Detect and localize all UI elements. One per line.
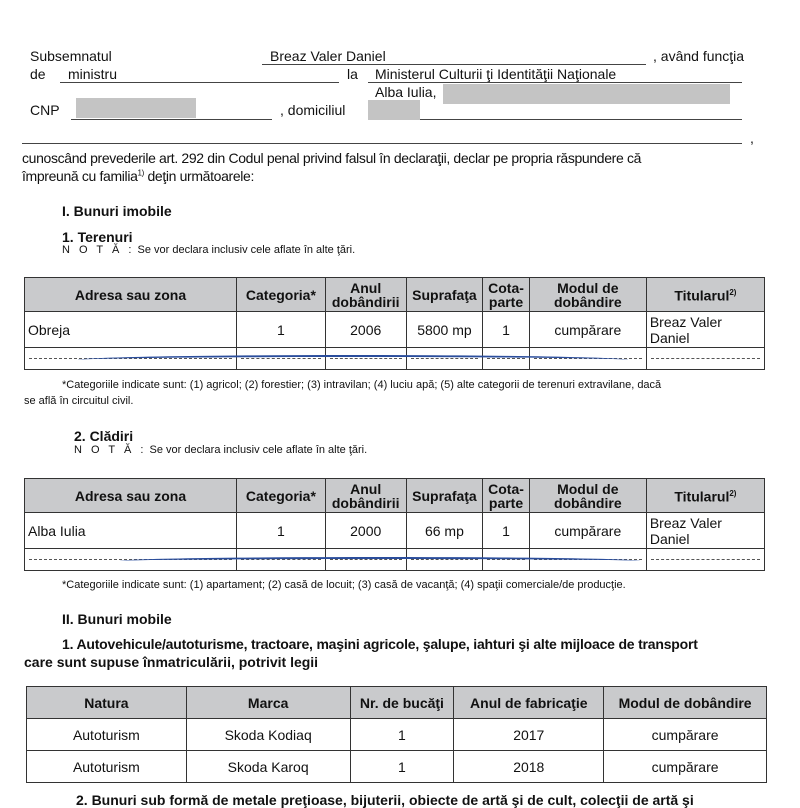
terenuri-footnote-1: *Categoriile indicate sunt: (1) agricol; (2) forestier; (3) intravilan; (4) luciu apă; (5) alte categorii de terenuri extravilane, dacă [62, 379, 662, 391]
col-suprafata: Suprafaţa [406, 479, 483, 513]
cell-anul-fabricatie: 2017 [454, 719, 604, 751]
cell-cota: 1 [483, 312, 529, 348]
col-titular [646, 278, 764, 312]
subsemnatul-label: Subsemnatul [30, 48, 112, 64]
address-continuation-line [22, 143, 742, 144]
table-header-row [25, 479, 765, 513]
cell-adresa: Alba Iulia [25, 513, 237, 549]
terenuri-title: 1. Terenuri [62, 229, 133, 245]
de-label: de [30, 66, 46, 82]
col-cota: Cota-parte [483, 479, 529, 513]
footnote-ref-1: 1) [137, 168, 144, 178]
avand-functia-label: , având funcţia [653, 48, 745, 64]
functia-underline [60, 82, 339, 83]
col-modul: Modul de dobândire [529, 278, 646, 312]
vehicule-title-line-1: 1. Autovehicule/autoturisme, tractoare, maşini agricole, şalupe, iahturi şi alte mijloace de transport [62, 636, 698, 652]
cell-anul: 2006 [325, 312, 406, 348]
nota-text: Se vor declara inclusiv cele aflate în alte ţări. [149, 444, 368, 456]
institutia-value: Ministerul Culturii ţi Identităţii Naţionale [375, 66, 617, 82]
cell-anul: 2000 [325, 513, 406, 549]
domiciliu-underline [420, 119, 742, 120]
redacted-address [443, 84, 730, 104]
cell-titular: Breaz Valer Daniel [646, 513, 764, 549]
col-natura: Natura [27, 687, 187, 719]
table-row [27, 719, 767, 751]
cell-categoria: 1 [237, 513, 326, 549]
la-label: la [347, 66, 358, 82]
institutia-underline [368, 82, 742, 83]
titular-label: Titularul [674, 287, 730, 304]
cell-natura: Autoturism [27, 751, 187, 783]
col-titular [646, 479, 764, 513]
domiciliul-label: , domiciliul [280, 102, 346, 118]
col-categoria: Categoria* [237, 479, 326, 513]
nota-text: Se vor declara inclusiv cele aflate în alte ţări. [137, 244, 356, 256]
footnote-ref-2: 2) [729, 489, 737, 499]
cell-anul-fabricatie: 2018 [454, 751, 604, 783]
table-row [27, 751, 767, 783]
col-adresa: Adresa sau zona [25, 479, 237, 513]
pen-strikethrough [120, 557, 640, 565]
intro-text-end: deţin următoarele: [143, 168, 255, 184]
table-row [25, 312, 765, 348]
intro-text: împreună cu familia [22, 168, 138, 184]
cell-nr-bucati: 1 [350, 719, 454, 751]
cell-modul: cumpărare [529, 513, 646, 549]
col-adresa: Adresa sau zona [25, 278, 237, 312]
col-modul-dobandire: Modul de dobândire [604, 687, 767, 719]
redacted-address-2 [368, 100, 420, 120]
titular-label: Titularul [674, 488, 730, 505]
col-anul: Anul dobândirii [325, 278, 406, 312]
col-anul: Anul dobândirii [325, 479, 406, 513]
empty-cell [646, 348, 764, 370]
cell-marca: Skoda Karoq [186, 751, 350, 783]
vehicule-table [26, 686, 767, 783]
functia-value: ministru [68, 66, 118, 82]
table-header-row [25, 278, 765, 312]
section-2-title: II. Bunuri mobile [62, 611, 172, 627]
table-row [25, 513, 765, 549]
cnp-underline [71, 119, 272, 120]
cell-suprafata: 66 mp [406, 513, 483, 549]
cell-nr-bucati: 1 [350, 751, 454, 783]
next-item-partial: 2. Bunuri sub formă de metale preţioase, bijuterii, obiecte de artă şi de cult, colecţii de artă şi [76, 792, 694, 808]
cell-modul-dobandire: cumpărare [604, 751, 767, 783]
terenuri-nota [62, 244, 355, 256]
terenuri-footnote-2: se află în circuitul civil. [24, 395, 134, 407]
cladiri-title: 2. Clădiri [74, 428, 134, 444]
name-underline [262, 64, 646, 65]
col-suprafata: Suprafaţa [406, 278, 483, 312]
intro-line-1: cunoscând prevederile art. 292 din Codul penal privind falsul în declaraţii, declar pe propria răspundere că [22, 150, 642, 166]
section-1-title: I. Bunuri imobile [62, 203, 172, 219]
cnp-label: CNP [30, 102, 60, 118]
nota-label: N O T Ă : [62, 244, 135, 256]
pen-strikethrough [78, 355, 628, 365]
empty-cell [646, 549, 764, 571]
cell-categoria: 1 [237, 312, 326, 348]
cladiri-nota [74, 444, 367, 456]
col-categoria: Categoria* [237, 278, 326, 312]
cladiri-footnote: *Categoriile indicate sunt: (1) apartament; (2) casă de locuit; (3) casă de vacanţă; (4) spaţii comerciale/de producţie. [62, 579, 626, 591]
trailing-comma: , [750, 130, 754, 146]
cell-modul: cumpărare [529, 312, 646, 348]
col-nr-bucati: Nr. de bucăţi [350, 687, 454, 719]
cell-marca: Skoda Kodiaq [186, 719, 350, 751]
nota-label: N O T Ă : [74, 444, 147, 456]
col-anul-fabricatie: Anul de fabricaţie [454, 687, 604, 719]
cell-cota: 1 [483, 513, 529, 549]
col-cota: Cota-parte [483, 278, 529, 312]
cell-titular: Breaz Valer Daniel [646, 312, 764, 348]
vehicule-title-line-2: care sunt supuse înmatriculării, potrivit legii [24, 654, 319, 670]
redacted-cnp [76, 98, 196, 118]
cell-adresa: Obreja [25, 312, 237, 348]
cell-modul-dobandire: cumpărare [604, 719, 767, 751]
col-marca: Marca [186, 687, 350, 719]
col-modul: Modul de dobândire [529, 479, 646, 513]
footnote-ref-2: 2) [729, 288, 737, 298]
cell-natura: Autoturism [27, 719, 187, 751]
table-header-row [27, 687, 767, 719]
domiciliu-value: Alba Iulia, [375, 84, 437, 100]
intro-line-2 [22, 168, 254, 184]
declarant-name: Breaz Valer Daniel [270, 48, 386, 64]
cell-suprafata: 5800 mp [406, 312, 483, 348]
